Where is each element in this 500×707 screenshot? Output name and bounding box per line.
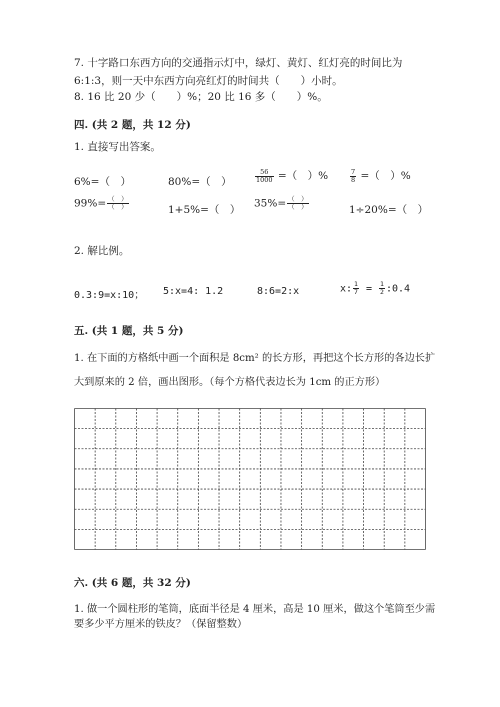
- fraction-blank: $\frac{( )}{( )}$: [288, 195, 308, 211]
- calc-35-percent: 35%= $\frac{( )}{( )}$: [254, 195, 308, 211]
- grid-paper[interactable]: [74, 408, 426, 550]
- section-6-title: 六. (共 6 题，共 32 分): [74, 577, 191, 589]
- fraction-56-over-1000: $\frac{56}{1000}$: [256, 167, 273, 184]
- section-6-question-1-line-1: 1. 做一个圆柱形的笔筒，底面半径是 4 厘米，高是 10 厘米，做这个笔筒至少需: [74, 604, 436, 615]
- calc-1-plus-5-percent: 1+5%=（ ）: [168, 204, 241, 216]
- question-7-line-2: 6:1:3，则一天中东西方向亮红灯的时间共（ ）小时。: [74, 75, 343, 87]
- proportion-d: x: $\frac{1}{7}$ = $\frac{1}{2}$ :0.4: [340, 280, 411, 296]
- proportion-c: 8:6=2:x: [257, 286, 300, 297]
- section-4-question-2-title: 2. 解比例。: [74, 245, 130, 257]
- fraction-1-over-2: $\frac{1}{2}$: [380, 280, 384, 296]
- question-7-line-1: 7. 十字路口东西方向的交通指示灯中，绿灯、黄灯、红灯亮的时间比为: [74, 57, 403, 69]
- section-4-title: 四. (共 2 题，共 12 分): [74, 119, 191, 131]
- calc-fraction-7-8: $\frac{7}{8}$ =（ ）%: [351, 167, 411, 184]
- calc-80-percent: 80%=（ ）: [168, 176, 232, 188]
- calc-6-percent: 6%=（ ）: [74, 176, 131, 188]
- section-6-question-1-line-2: 要多少平方厘米的铁皮？（保留整数）: [74, 619, 248, 630]
- section-5-title: 五. (共 1 题，共 5 分): [74, 325, 184, 337]
- question-8: 8. 16 比 20 少（ ）%；20 比 16 多（ ）%。: [74, 91, 328, 103]
- section-5-question-1-line-2: 大到原来的 2 倍，画出图形。（每个方格代表边长为 1cm 的正方形）: [74, 377, 386, 388]
- calc-1-div-20-percent: 1÷20%=（ ）: [349, 204, 429, 216]
- fraction-1-over-7: $\frac{1}{7}$: [354, 280, 358, 296]
- proportion-b: 5:x=4: 1.2: [163, 286, 224, 297]
- proportion-a: 0.3:9=x:10；: [74, 290, 145, 301]
- fraction-7-over-8: $\frac{7}{8}$: [351, 167, 356, 184]
- section-4-question-1-title: 1. 直接写出答案。: [74, 141, 161, 153]
- section-5-question-1-line-1: 1. 在下面的方格纸中画一个面积是 8cm² 的长方形，再把这个长方形的各边长扩: [74, 353, 436, 364]
- fraction-blank: $\frac{( )}{( )}$: [108, 195, 128, 211]
- calc-fraction-56-1000: $\frac{56}{1000}$ =（ ）%: [256, 167, 329, 184]
- calc-99-percent: 99%= $\frac{( )}{( )}$: [74, 195, 128, 211]
